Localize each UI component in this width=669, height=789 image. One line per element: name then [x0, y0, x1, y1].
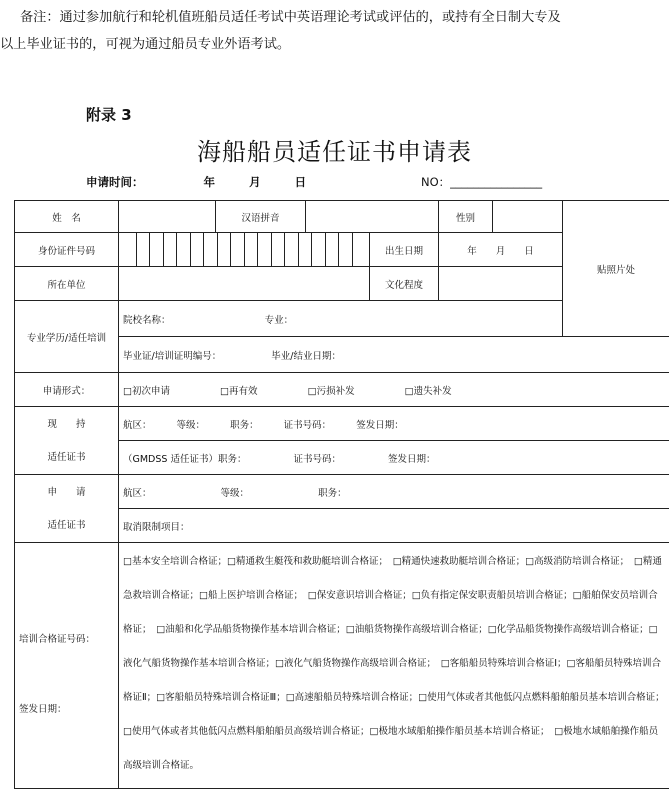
- gender-value[interactable]: [493, 201, 563, 233]
- cert-no-label: 毕业证/培训证明编号：: [123, 351, 221, 362]
- unit-label: 所在单位: [15, 267, 119, 301]
- pinyin-value[interactable]: [306, 201, 439, 233]
- gmdss-cert-no-label: 证书号码：: [294, 454, 342, 465]
- major-label: 专业：: [265, 315, 294, 326]
- form-title: 海船船员适任证书申请表: [0, 132, 669, 167]
- applying-cert-label-1: 申 请: [19, 476, 114, 509]
- current-cert-label-2: 适任证书: [19, 441, 114, 474]
- current-cert-label: [15, 407, 119, 475]
- training-label: [15, 543, 119, 789]
- school-label: 院校名称：: [123, 315, 171, 326]
- id-number-cells[interactable]: [119, 233, 370, 267]
- gmdss-issue-date-label: 签发日期：: [388, 454, 436, 465]
- applying-cert-row-2[interactable]: 取消限制项目：: [119, 509, 669, 543]
- current-cert-row-1[interactable]: [119, 407, 669, 441]
- gender-label: 性别: [439, 201, 493, 233]
- apply-form-label: 申请形式：: [15, 373, 119, 407]
- education-level-value[interactable]: [439, 267, 563, 301]
- apply-time-day: 日: [295, 175, 307, 189]
- current-grade-label: 等级：: [177, 420, 206, 431]
- applying-cert-row-1[interactable]: [119, 475, 669, 509]
- option-lost-checkbox[interactable]: □遗失补发: [405, 386, 452, 397]
- note-text: [0, 4, 669, 58]
- note-line-2: 以上毕业证书的，可视为通过船员专业外语考试。: [0, 31, 669, 58]
- apply-form-options: [119, 373, 669, 407]
- current-issue-date-label: 签发日期：: [356, 420, 404, 431]
- unit-value[interactable]: [119, 267, 370, 301]
- option-damaged-checkbox[interactable]: □污损补发: [308, 386, 355, 397]
- name-value[interactable]: [119, 201, 216, 233]
- applying-duty-label: 职务：: [318, 488, 347, 499]
- apply-time-month: 月: [249, 175, 261, 189]
- training-issue-date-label: 签发日期：: [19, 701, 114, 715]
- grad-date-label: 毕业/结业日期：: [271, 351, 341, 362]
- applying-area-label: 航区：: [123, 488, 152, 499]
- training-cert-list[interactable]: □基本安全培训合格证；□精通救生艇筏和救助艇培训合格证； □精通快速救助艇培训合格证；□高级消防培训合格证； □精通急救培训合格证；□船上医护培训合格证； □保安意识培训合格证；□负有指定保安职责船员培训合格证；□船舶保安员培训合格证； □油船和化学品船货物操作基本培训合格证；□油船货物操作高级培训合格证；□化学品船货物操作高级培训合格证；□液化气船货物操作基本培训合格证；□液化气船货物操作高级培训合格证； □客船船员特殊培训合格证Ⅰ；□客船船员特殊培训合格证Ⅱ；□客船船员特殊培训合格证Ⅲ；□高速船船员特殊培训合格证；□使用气体或者其他低闪点燃料船舶船员基本培训合格证；□使用气体或者其他低闪点燃料船舶船员高级培训合格证；□极地水域船舶操作船员基本培训合格证； □极地水域船舶操作船员高级培训合格证。: [119, 543, 669, 789]
- edu-training-label: 专业学历/适任培训: [15, 301, 119, 373]
- photo-area: 贴照片处: [563, 201, 669, 337]
- name-label: 姓 名: [15, 201, 119, 233]
- education-level-label: 文化程度: [370, 267, 439, 301]
- training-cert-no-label: 培训合格证号码：: [19, 631, 114, 645]
- cert-row[interactable]: [119, 337, 669, 373]
- birth-date-label: 出生日期: [370, 233, 439, 267]
- option-initial-checkbox[interactable]: □初次申请: [123, 386, 170, 397]
- applying-grade-label: 等级：: [221, 488, 250, 499]
- current-cert-no-label: 证书号码：: [284, 420, 332, 431]
- pinyin-label: 汉语拼音: [216, 201, 306, 233]
- apply-time-year: 年: [204, 175, 216, 189]
- appendix-label: 附录 3: [86, 104, 132, 125]
- current-area-label: 航区：: [123, 420, 152, 431]
- note-line-1: 备注：通过参加航行和轮机值班船员适任考试中英语理论考试或评估的，或持有全日制大专及: [0, 4, 669, 31]
- apply-time: [86, 174, 306, 190]
- apply-time-label: 申请时间：: [86, 175, 144, 189]
- option-revalidate-checkbox[interactable]: □再有效: [220, 386, 257, 397]
- school-row[interactable]: [119, 301, 563, 337]
- current-cert-label-1: 现 持: [19, 408, 114, 441]
- id-number-label: 身份证件号码: [15, 233, 119, 267]
- current-cert-row-2[interactable]: [119, 441, 669, 475]
- applying-cert-label-2: 适任证书: [19, 509, 114, 542]
- form-number: NO：________________: [421, 174, 542, 190]
- current-duty-label: 职务：: [230, 420, 259, 431]
- birth-date-value[interactable]: 年 月 日: [439, 233, 563, 267]
- gmdss-duty-label: （GMDSS 适任证书）职务：: [123, 454, 246, 465]
- applying-cert-label: [15, 475, 119, 543]
- application-table: [14, 200, 669, 789]
